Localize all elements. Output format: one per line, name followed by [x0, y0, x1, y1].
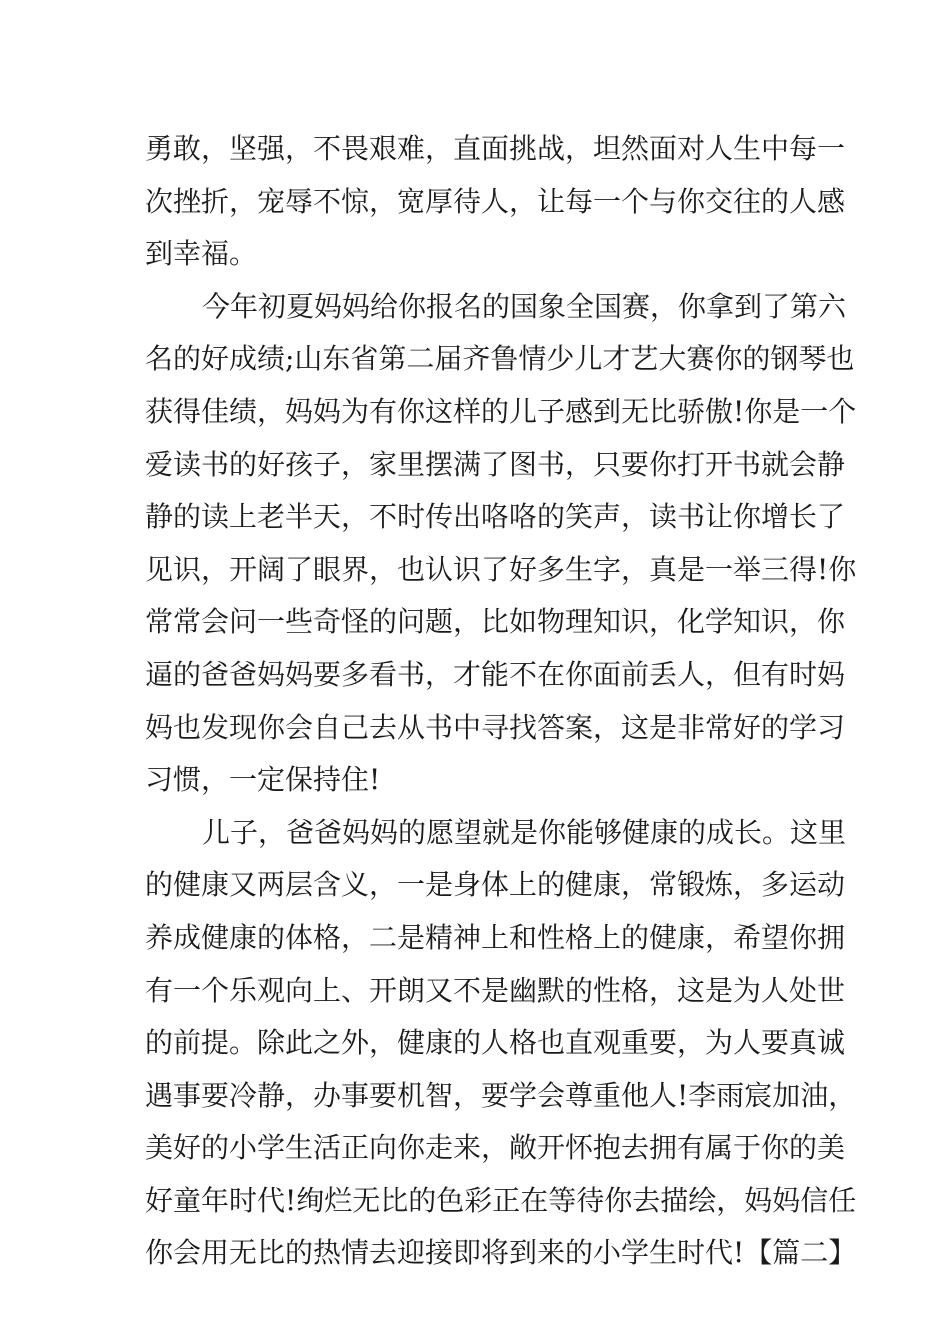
text-line: 次挫折，宠辱不惊，宽厚待人，让每一个与你交往的人感	[145, 184, 846, 218]
text-line: 获得佳绩，妈妈为有你这样的儿子感到无比骄傲!你是一个	[145, 394, 857, 428]
paragraph-3	[145, 807, 857, 1280]
text-line: 儿子，爸爸妈妈的愿望就是你能够健康的成长。这里	[202, 815, 847, 849]
text-line: 静的读上老半天，不时传出咯咯的笑声，读书让你增长了	[145, 500, 846, 534]
text-line: 逼的爸爸妈妈要多看书，才能不在你面前丢人，但有时妈	[145, 657, 846, 691]
text-line: 养成健康的体格，二是精神上和性格上的健康，希望你拥	[145, 920, 846, 954]
paragraph-1	[145, 123, 846, 281]
paragraph-2	[145, 281, 857, 807]
text-line: 的前提。除此之外，健康的人格也直观重要，为人要真诚	[145, 1026, 846, 1060]
text-line: 常常会问一些奇怪的问题，比如物理知识，化学知识，你	[145, 605, 846, 639]
text-line: 妈也发现你会自己去从书中寻找答案，这是非常好的学习	[145, 710, 846, 744]
text-line: 有一个乐观向上、开朗又不是幽默的性格，这是为人处世	[145, 973, 846, 1007]
text-line: 名的好成绩;山东省第二届齐鲁情少儿才艺大赛你的钢琴也	[145, 342, 855, 376]
document-body	[145, 123, 857, 1280]
text-line: 的健康又两层含义，一是身体上的健康，常锻炼，多运动	[145, 868, 846, 902]
text-line: 好童年时代!绚烂无比的色彩正在等待你去描绘，妈妈信任	[145, 1183, 857, 1217]
text-line: 到幸福。	[145, 237, 258, 271]
text-line: 见识，开阔了眼界，也认识了好多生字，真是一举三得!你	[145, 552, 857, 586]
text-line: 今年初夏妈妈给你报名的国象全国赛，你拿到了第六	[202, 289, 847, 323]
text-line: 美好的小学生活正向你走来，敞开怀抱去拥有属于你的美	[145, 1131, 846, 1165]
text-line: 你会用无比的热情去迎接即将到来的小学生时代!【篇二】	[145, 1236, 857, 1270]
text-line: 勇敢，坚强，不畏艰难，直面挑战，坦然面对人生中每一	[145, 132, 846, 165]
text-line: 爱读书的好孩子，家里摆满了图书，只要你打开书就会静	[145, 447, 846, 481]
text-line: 遇事要冷静，办事要机智，要学会尊重他人!李雨宸加油，	[145, 1078, 857, 1112]
text-line: 习惯，一定保持住!	[145, 763, 381, 797]
